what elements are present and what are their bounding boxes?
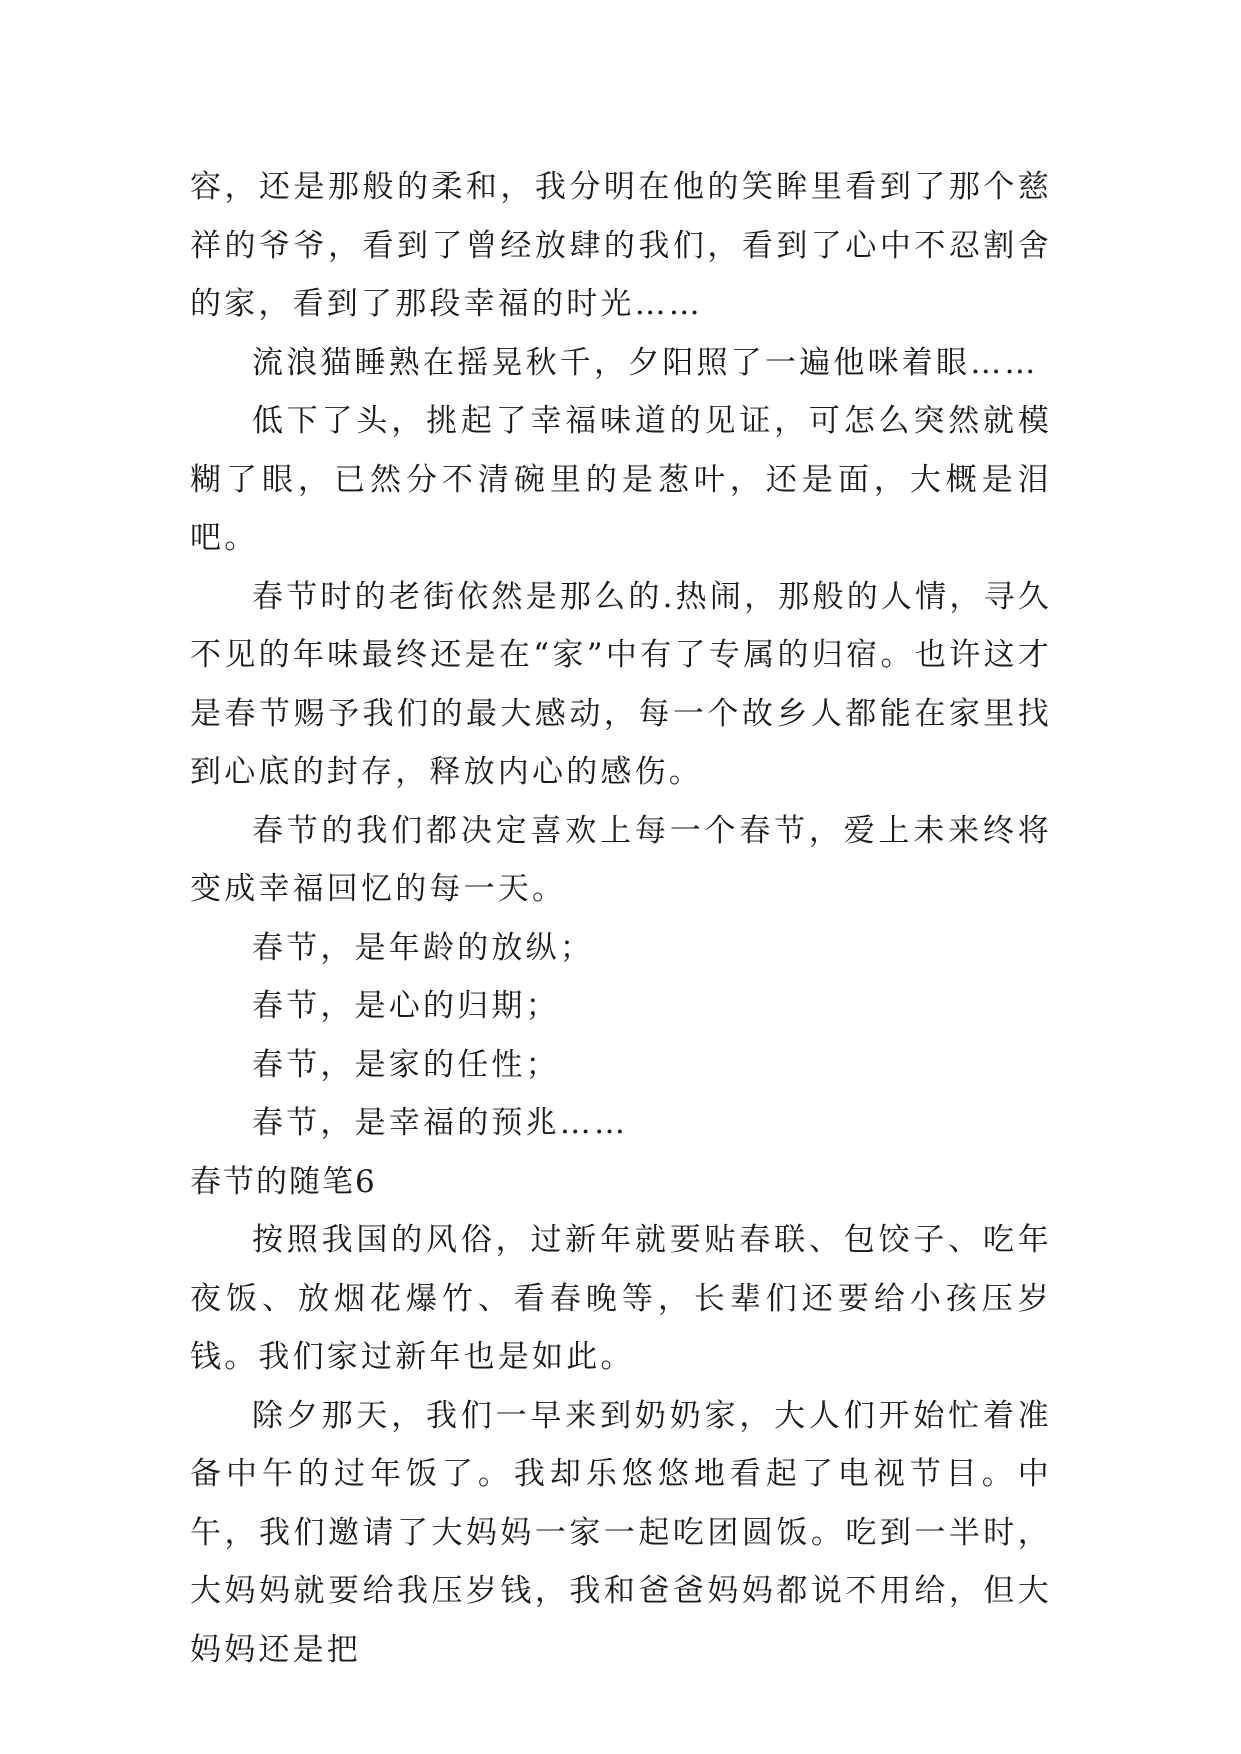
paragraph-line-heart: 春节，是心的归期；: [252, 988, 560, 1024]
paragraph-line-home: 春节，是家的任性；: [252, 1046, 560, 1083]
paragraph-new-years-eve: 除夕那天，我们一早来到奶奶家，大人们开始忙着准备中午的过年饭了。我却乐悠悠地看起了电视节目。中午，我们邀请了大妈妈一家一起吃团圆饭。吃到一半时，大妈妈就要给我压岁钱，我和爸爸妈妈都说不用给，但大妈妈还是把: [190, 1397, 1052, 1668]
paragraph-stray-cat: 流浪猫睡熟在摇晃秋千，夕阳照了一遍他咪着眼……: [252, 344, 1039, 381]
paragraph-love-spring-festival: 春节的我们都决定喜欢上每一个春节，爱上未来终将变成幸福回忆的每一天。: [190, 812, 1052, 907]
continued-paragraph: 容，还是那般的柔和，我分明在他的笑眸里看到了那个慈祥的爷爷，看到了曾经放肆的我们，看到了心中不忍割舍的家，看到了那段幸福的时光……: [190, 169, 1052, 322]
document-body: [190, 158, 1052, 1679]
paragraph-old-street: 春节时的老街依然是那么的.热闹，那般的人情，寻久不见的年味最终还是在“家”中有了专属的归宿。也许这才是春节赐予我们的最大感动，每一个故乡人都能在家里找到心底的封存，释放内心的感伤。: [190, 578, 1052, 790]
section-title: 春节的随笔6: [190, 1163, 377, 1200]
paragraph-customs: 按照我国的风俗，过新年就要贴春联、包饺子、吃年夜饭、放烟花爆竹、看春晚等，长辈们还要给小孩压岁钱。我们家过新年也是如此。: [190, 1222, 1052, 1375]
paragraph-bowl: 低下了头，挑起了幸福味道的见证，可怎么突然就模糊了眼，已然分不清碗里的是葱叶，还是面，大概是泪吧。: [190, 403, 1052, 556]
paragraph-line-happiness: 春节，是幸福的预兆……: [252, 1105, 629, 1141]
paragraph-line-age: 春节，是年龄的放纵；: [252, 929, 594, 966]
